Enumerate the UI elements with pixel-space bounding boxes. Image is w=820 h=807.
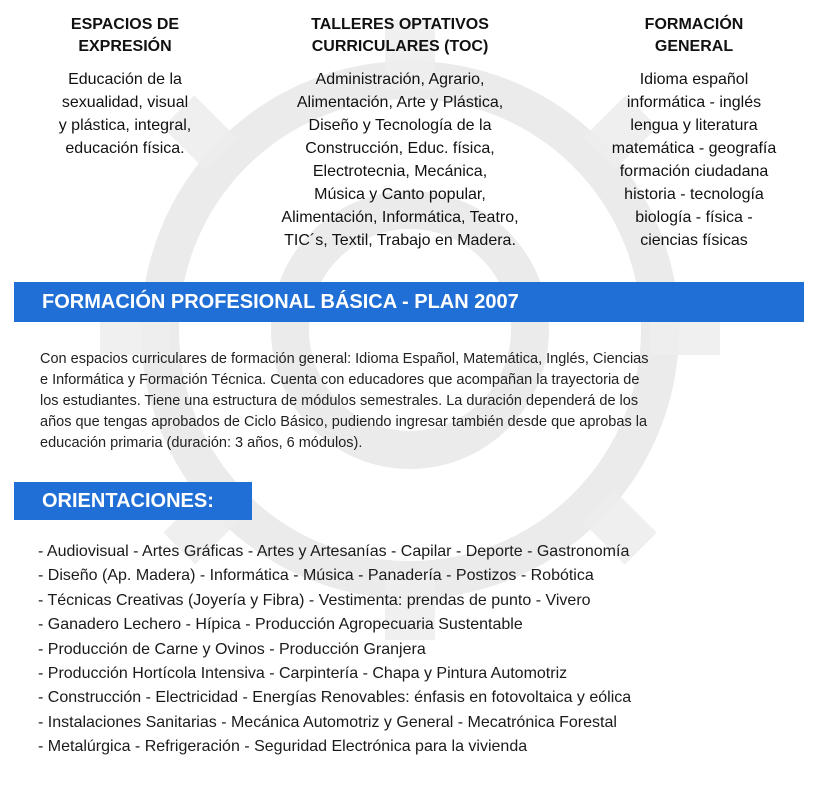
list-item: - Ganadero Lechero - Hípica - Producción Agropecuaria Sustentable [38, 616, 523, 634]
column-title-line: ESPACIOS DE [70, 16, 180, 33]
column-title [30, 14, 220, 58]
paragraph-line: los estudiantes. Tiene una estructura de módulos semestrales. La duración dependerá de los [40, 393, 639, 409]
list-item: - Producción de Carne y Ovinos - Producción Granjera [38, 640, 426, 658]
column-talleres-toc [255, 14, 545, 252]
paragraph-line: e Informática y Formación Técnica. Cuenta con educadores que acompañan la trayectoria de [40, 372, 640, 388]
column-line: Música y Canto popular, [314, 186, 486, 203]
column-line: y plástica, integral, [58, 117, 192, 134]
column-line: Construcción, Educ. física, [305, 140, 495, 157]
column-title [255, 14, 545, 58]
column-line: TIC´s, Textil, Trabajo en Madera. [284, 232, 516, 249]
list-item: - Construcción - Electricidad - Energías Renovables: énfasis en fotovoltaica y eólica [38, 689, 632, 707]
orientaciones-list [38, 540, 808, 760]
column-line: Idioma español [639, 71, 749, 88]
list-item: - Diseño (Ap. Madera) - Informática - Música - Panadería - Postizos - Robótica [38, 567, 594, 585]
column-body [30, 68, 220, 160]
fpb-description [40, 349, 800, 454]
list-item: - Instalaciones Sanitarias - Mecánica Automotriz y General - Mecatrónica Forestal [38, 713, 617, 731]
column-line: Administración, Agrario, [315, 71, 485, 88]
column-line: Educación de la [68, 71, 182, 88]
section-banner-fpb: FORMACIÓN PROFESIONAL BÁSICA - PLAN 2007 [14, 282, 804, 322]
paragraph-line: años que tengas aprobados de Ciclo Básico, pudiendo ingresar también desde que aprobas la [40, 414, 648, 430]
column-line: Diseño y Tecnología de la [308, 117, 492, 134]
column-formacion-general [588, 14, 800, 252]
column-title-line: GENERAL [654, 38, 734, 55]
column-title-line: TALLERES OPTATIVOS [311, 16, 489, 33]
column-body [588, 68, 800, 252]
column-body [255, 68, 545, 252]
paragraph-line: Con espacios curriculares de formación general: Idioma Español, Matemática, Inglés, Ciencias [40, 351, 649, 367]
column-title [588, 14, 800, 58]
column-line: Alimentación, Arte y Plástica, [296, 94, 504, 111]
column-line: lengua y literatura [630, 117, 758, 134]
section-banner-orientaciones: ORIENTACIONES: [14, 482, 252, 520]
list-item: - Metalúrgica - Refrigeración - Seguridad Electrónica para la vivienda [38, 738, 528, 756]
column-line: formación ciudadana [619, 163, 769, 180]
column-line: ciencias físicas [640, 232, 748, 249]
column-line: informática - inglés [626, 94, 762, 111]
column-line: sexualidad, visual [61, 94, 189, 111]
list-item: - Audiovisual - Artes Gráficas - Artes y Artesanías - Capilar - Deporte - Gastronomía [38, 543, 630, 560]
column-line: historia - tecnología [624, 186, 764, 203]
list-item: - Producción Hortícola Intensiva - Carpintería - Chapa y Pintura Automotriz [38, 665, 568, 683]
column-line: educación física. [65, 140, 185, 157]
column-title-line: EXPRESIÓN [78, 38, 172, 55]
column-title-line: CURRICULARES (TOC) [311, 38, 489, 55]
list-item: - Técnicas Creativas (Joyería y Fibra) - Vestimenta: prendas de punto - Vivero [38, 591, 591, 609]
column-espacios-expresion [30, 14, 220, 160]
column-line: biología - física - [635, 209, 753, 226]
paragraph-line: educación primaria (duración: 3 años, 6 módulos). [40, 435, 363, 451]
column-line: Alimentación, Informática, Teatro, [281, 209, 519, 226]
column-line: Electrotecnia, Mecánica, [312, 163, 488, 180]
column-title-line: FORMACIÓN [644, 16, 744, 33]
column-line: matemática - geografía [611, 140, 777, 157]
